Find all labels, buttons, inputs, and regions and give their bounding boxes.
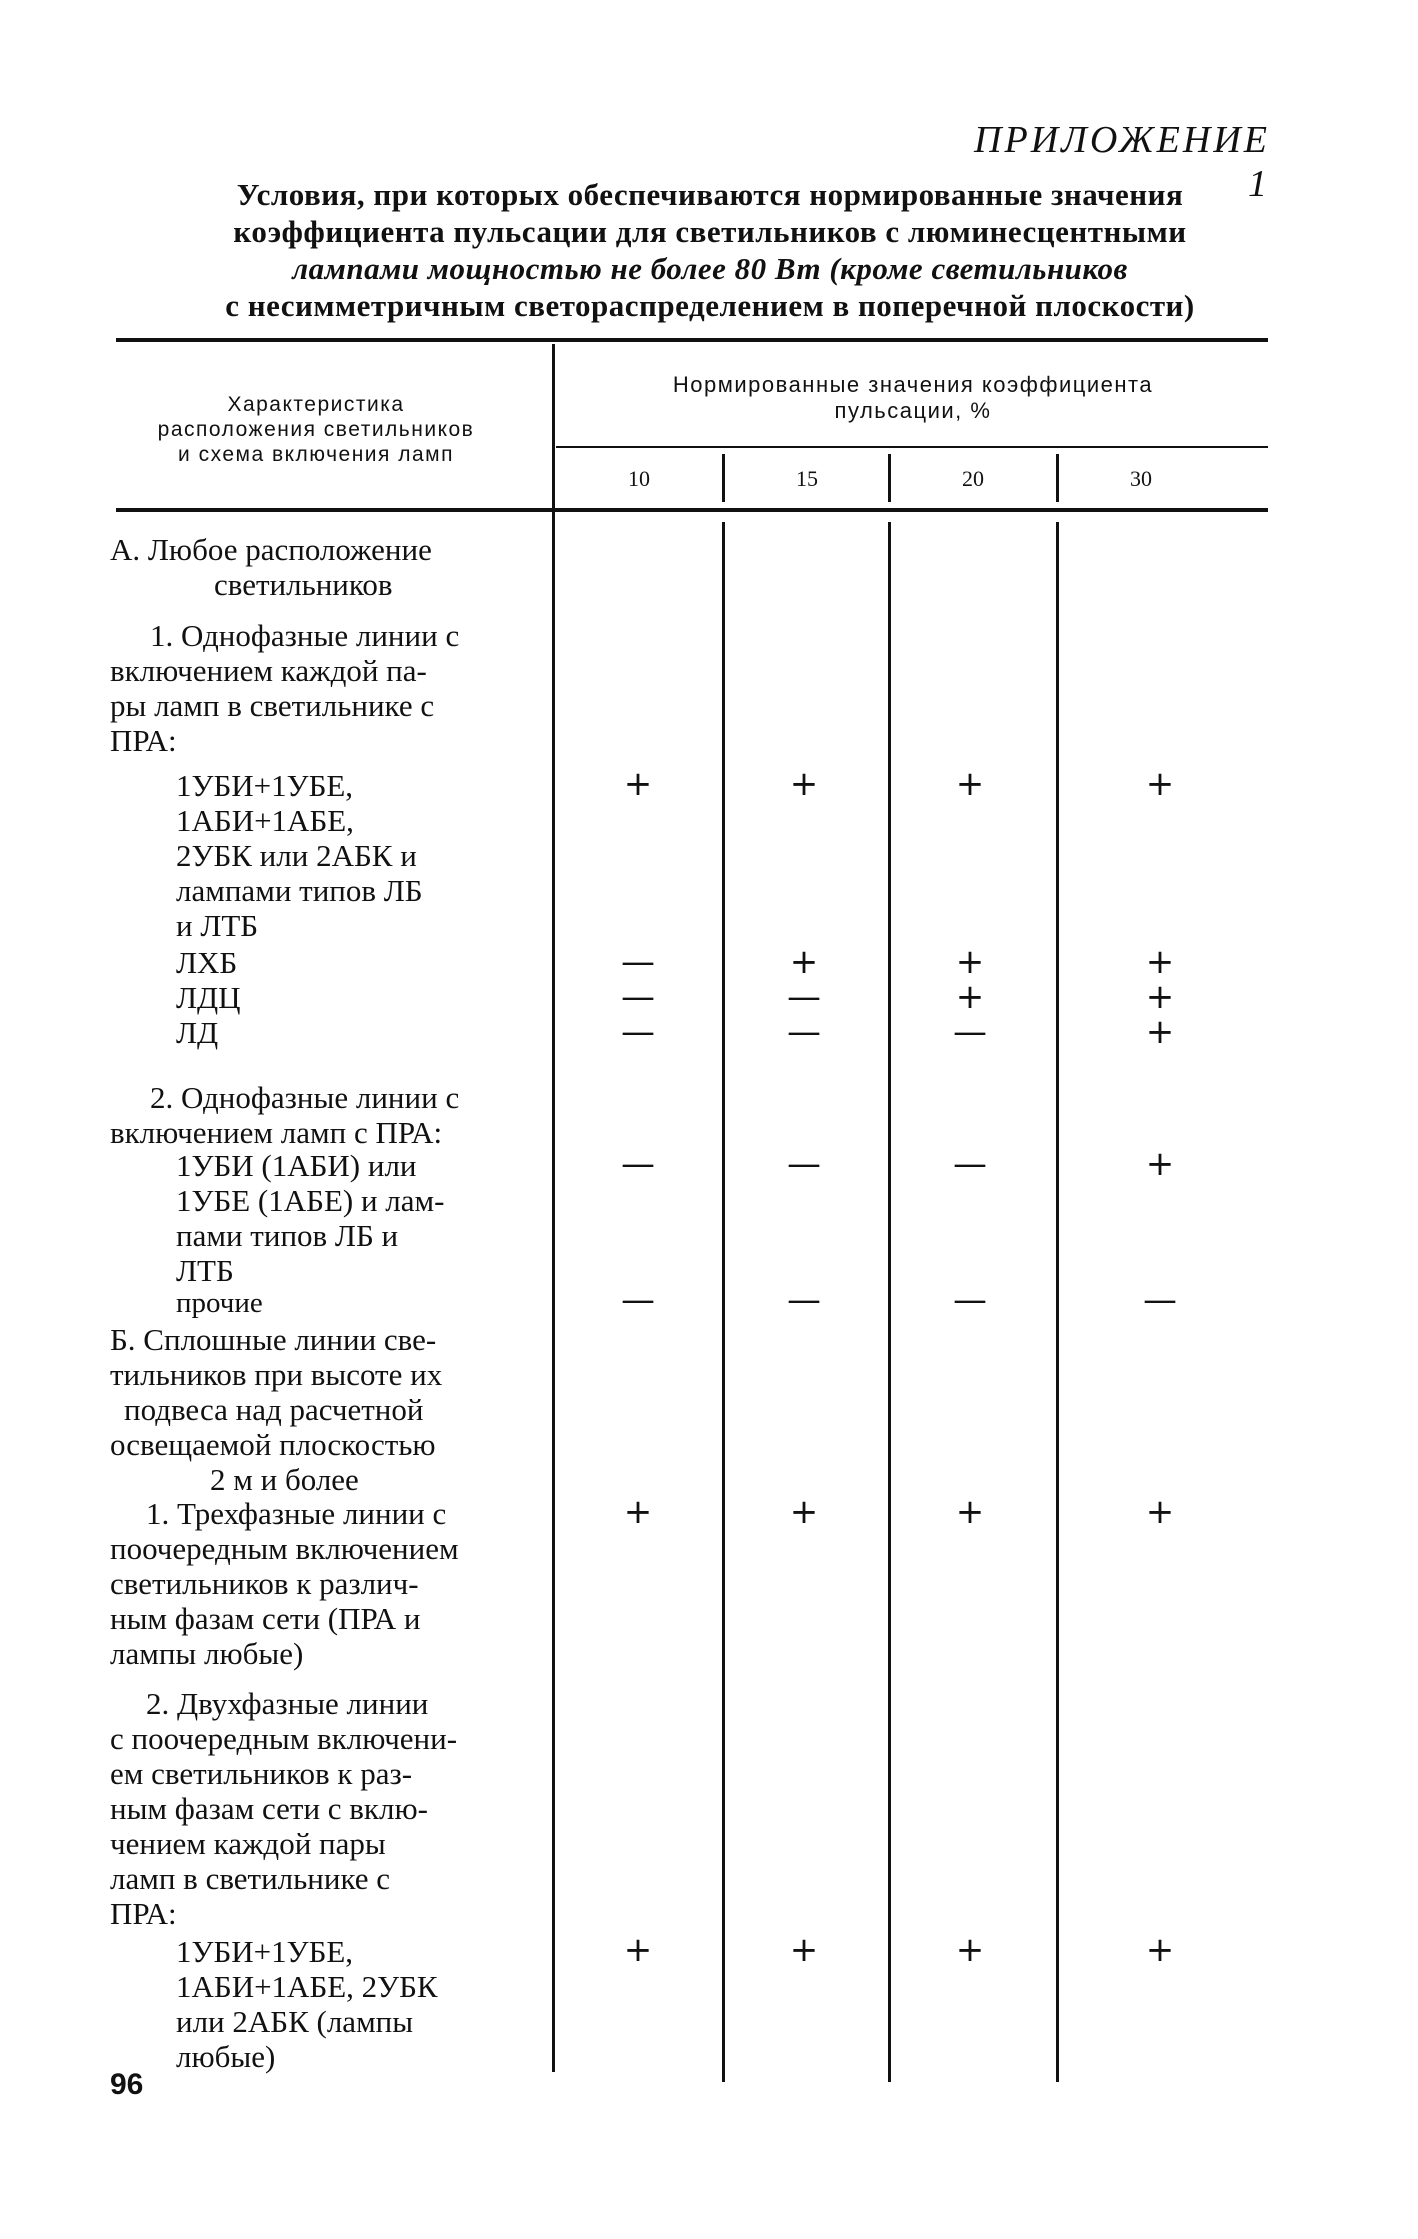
mark-10: —	[621, 942, 655, 982]
mark-15: +	[789, 764, 819, 804]
text-line: ламп в светильнике с	[110, 1861, 391, 1896]
lamp-ld: ЛД	[176, 1015, 219, 1050]
column-divider	[1056, 522, 1059, 2082]
mark-20: +	[955, 977, 985, 1017]
mark-15: +	[789, 1930, 819, 1970]
column-divider	[722, 522, 725, 2082]
text-line: ПРА:	[110, 723, 177, 758]
mark-30: +	[1145, 1492, 1175, 1532]
mark-10: +	[623, 764, 653, 804]
text-line: 2 м и более	[210, 1462, 359, 1497]
text-line: 1АБИ+1АБЕ, 2УБК	[176, 1969, 438, 2004]
title-line: Условия, при которых обеспечиваются нормированные значения	[236, 177, 1184, 212]
text-line: светильников	[214, 567, 393, 602]
mark-30: —	[1143, 1280, 1177, 1320]
text-line: поочередным включением	[110, 1531, 459, 1566]
text-line: ПРА:	[110, 1896, 177, 1931]
column-divider	[888, 522, 891, 2082]
mark-30: +	[1145, 1930, 1175, 1970]
header-bottom-rule	[116, 508, 1268, 512]
mark-10: —	[621, 977, 655, 1017]
text-line: 1АБИ+1АБЕ,	[176, 803, 354, 838]
item-a1	[110, 618, 459, 758]
right-column-header	[556, 372, 1270, 424]
text-line: 1УБИ+1УБЕ,	[176, 768, 354, 803]
column-header-20: 20	[962, 466, 984, 491]
text-line: ным фазам сети (ПРА и	[110, 1601, 421, 1636]
text-line: 1. Однофазные линии с	[150, 618, 460, 653]
mark-20: +	[955, 942, 985, 982]
text-line: лампами типов ЛБ	[176, 873, 423, 908]
text-line: включением ламп с ПРА:	[110, 1115, 443, 1150]
item-b1	[110, 1496, 459, 1671]
lamp-lhb: ЛХБ	[176, 945, 238, 980]
mark-10: —	[621, 1280, 655, 1320]
mark-30: +	[1145, 1144, 1175, 1184]
text-line: 1УБИ+1УБЕ,	[176, 1934, 354, 1969]
header-sub-rule	[556, 446, 1268, 448]
mark-15: —	[787, 977, 821, 1017]
mark-30: +	[1145, 764, 1175, 804]
text-line: чением каждой пары	[110, 1826, 386, 1861]
mark-30: +	[1145, 977, 1175, 1017]
header-line: Нормированные значения коэффициента	[672, 372, 1154, 397]
mark-20: —	[953, 1280, 987, 1320]
text-line: любые)	[176, 2039, 276, 2074]
left-column-header	[110, 392, 522, 467]
mark-10: +	[623, 1492, 653, 1532]
text-line: лампы любые)	[110, 1636, 304, 1671]
text-line: пами типов ЛБ и	[176, 1218, 399, 1253]
section-b-title	[110, 1322, 442, 1497]
item-a2	[110, 1080, 459, 1150]
header-line: пульсации, %	[834, 398, 992, 423]
header-line: и схема включения ламп	[178, 443, 454, 466]
text-line: ЛТБ	[176, 1253, 234, 1288]
mark-15: —	[787, 1144, 821, 1184]
text-line: 2. Двухфазные линии	[146, 1686, 429, 1721]
mark-30: +	[1145, 1012, 1175, 1052]
page-number: 96	[110, 2068, 144, 2101]
text-line: 1. Трехфазные линии с	[146, 1496, 447, 1531]
text-line: ры ламп в светильнике с	[110, 688, 435, 723]
text-line: с поочередным включени-	[110, 1721, 458, 1756]
mark-20: +	[955, 764, 985, 804]
column-header-15: 15	[796, 466, 818, 491]
column-header-10: 10	[628, 466, 650, 491]
lamp-other: прочие	[176, 1287, 263, 1319]
mark-10: —	[621, 1012, 655, 1052]
section-a-title	[110, 532, 432, 602]
text-line: включением каждой па-	[110, 653, 427, 688]
title-line: с несимметричным светораспределением в поперечной плоскости)	[225, 288, 1195, 323]
item-a2-lamps	[176, 1148, 444, 1288]
mark-15: —	[787, 1012, 821, 1052]
mark-10: +	[623, 1930, 653, 1970]
title-line: коэффициента пульсации для светильников с люминесцентными	[233, 214, 1187, 249]
item-b2-lamps	[176, 1934, 438, 2074]
column-divider-main	[552, 344, 555, 2072]
mark-20: —	[953, 1012, 987, 1052]
text-line: или 2АБК (лампы	[176, 2004, 414, 2039]
item-b2	[110, 1686, 457, 1931]
header-line: Характеристика	[227, 393, 405, 416]
text-line: освещаемой плоскостью	[110, 1427, 436, 1462]
text-line: А. Любое расположение	[110, 532, 432, 567]
mark-15: +	[789, 942, 819, 982]
title-line: лампами мощностью не более 80 Вт (кроме светильников	[292, 251, 1128, 286]
text-line: тильников при высоте их	[110, 1357, 443, 1392]
column-header-30: 30	[1130, 466, 1152, 491]
text-line: 1УБЕ (1АБЕ) и лам-	[176, 1183, 445, 1218]
mark-15: —	[787, 1280, 821, 1320]
mark-30: +	[1145, 942, 1175, 982]
mark-20: —	[953, 1144, 987, 1184]
document-title	[150, 176, 1270, 324]
mark-20: +	[955, 1930, 985, 1970]
text-line: Б. Сплошные линии све-	[110, 1322, 437, 1357]
text-line: ем светильников к раз-	[110, 1756, 413, 1791]
text-line: и ЛТБ	[176, 908, 259, 943]
header-line: расположения светильников	[157, 418, 475, 441]
mark-10: —	[621, 1144, 655, 1184]
text-line: 2. Однофазные линии с	[150, 1080, 460, 1115]
item-a1-lamps	[176, 768, 423, 943]
text-line: 1УБИ (1АБИ) или	[176, 1148, 417, 1183]
mark-15: +	[789, 1492, 819, 1532]
table-top-rule	[116, 338, 1268, 342]
text-line: подвеса над расчетной	[124, 1392, 424, 1427]
lamp-ldc: ЛДЦ	[176, 980, 241, 1015]
appendix-label: ПРИЛОЖЕНИЕ 1	[974, 119, 1270, 205]
text-line: светильников к различ-	[110, 1566, 419, 1601]
text-line: ным фазам сети с вклю-	[110, 1791, 428, 1826]
text-line: 2УБК или 2АБК и	[176, 838, 417, 873]
mark-20: +	[955, 1492, 985, 1532]
